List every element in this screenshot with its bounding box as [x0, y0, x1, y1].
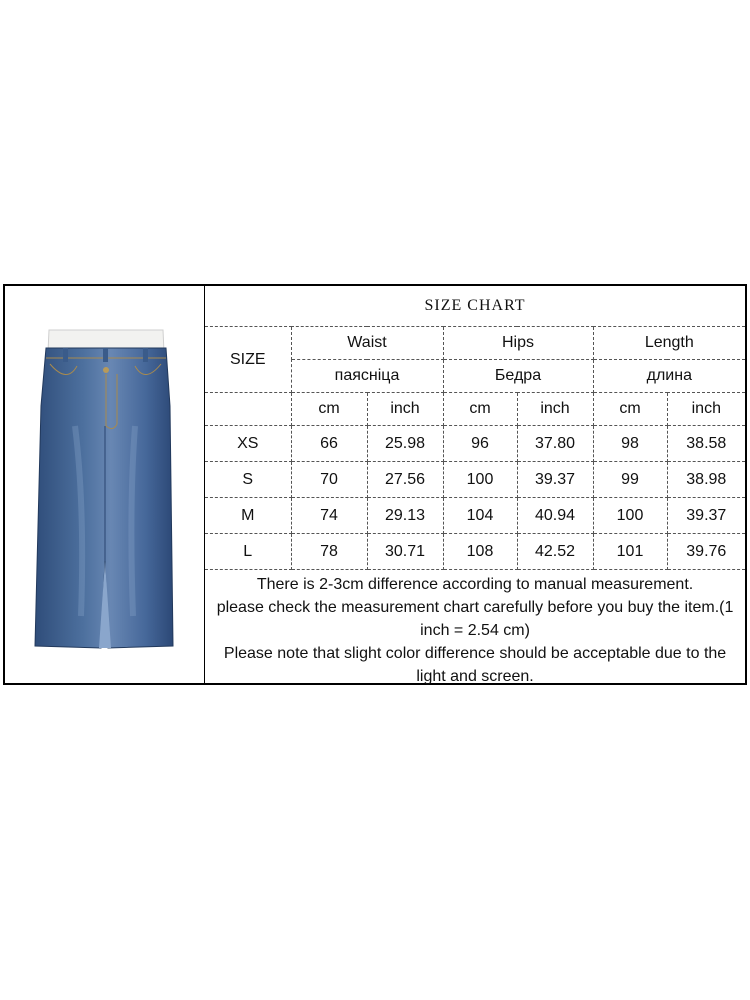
table-cell: 42.52 [517, 534, 593, 570]
empty-unit-cell [205, 393, 291, 426]
unit-label: inch [517, 393, 593, 426]
note-line: Please note that slight color difference should be acceptable due to the light and screen. [223, 644, 727, 685]
product-photo-panel [5, 286, 205, 683]
length-subheader: длина [593, 360, 745, 393]
length-header: Length [593, 327, 745, 360]
size-table-panel [205, 286, 745, 683]
table-cell: 38.58 [667, 426, 745, 462]
table-cell: 98 [593, 426, 667, 462]
table-row [205, 426, 745, 462]
table-cell: 38.98 [667, 462, 745, 498]
table-cell: 29.13 [367, 498, 443, 534]
unit-label: inch [667, 393, 745, 426]
waist-header: Waist [291, 327, 443, 360]
table-cell: 40.94 [517, 498, 593, 534]
table-row [205, 534, 745, 570]
note-line: There is 2-3cm difference according to manual measurement. [256, 575, 694, 593]
table-cell: 74 [291, 498, 367, 534]
unit-label: cm [593, 393, 667, 426]
table-cell: 25.98 [367, 426, 443, 462]
denim-skirt-image [5, 286, 203, 683]
table-cell: 30.71 [367, 534, 443, 570]
chart-title: SIZE CHART [205, 286, 745, 327]
table-cell: 96 [443, 426, 517, 462]
size-name: L [205, 534, 291, 570]
note-line: please check the measurement chart carefully before you buy the item.(1 inch = 2.54 cm) [216, 598, 734, 639]
table-cell: 27.56 [367, 462, 443, 498]
table-row [205, 462, 745, 498]
size-name: XS [205, 426, 291, 462]
table-cell: 37.80 [517, 426, 593, 462]
hips-subheader: Бедра [443, 360, 593, 393]
button-icon [103, 367, 109, 373]
unit-label: cm [443, 393, 517, 426]
table-cell: 100 [443, 462, 517, 498]
table-cell: 99 [593, 462, 667, 498]
table-cell: 70 [291, 462, 367, 498]
unit-label: cm [291, 393, 367, 426]
size-chart-frame [3, 284, 747, 685]
waist-subheader: паясніца [291, 360, 443, 393]
table-cell: 39.76 [667, 534, 745, 570]
table-cell: 100 [593, 498, 667, 534]
measurement-notes [205, 570, 745, 691]
size-name: S [205, 462, 291, 498]
table-row [205, 498, 745, 534]
table-cell: 108 [443, 534, 517, 570]
size-table [205, 286, 745, 690]
size-name: M [205, 498, 291, 534]
table-cell: 39.37 [517, 462, 593, 498]
unit-label: inch [367, 393, 443, 426]
size-column-header: SIZE [205, 327, 291, 393]
table-cell: 39.37 [667, 498, 745, 534]
table-cell: 104 [443, 498, 517, 534]
table-cell: 78 [291, 534, 367, 570]
table-cell: 101 [593, 534, 667, 570]
hips-header: Hips [443, 327, 593, 360]
table-cell: 66 [291, 426, 367, 462]
